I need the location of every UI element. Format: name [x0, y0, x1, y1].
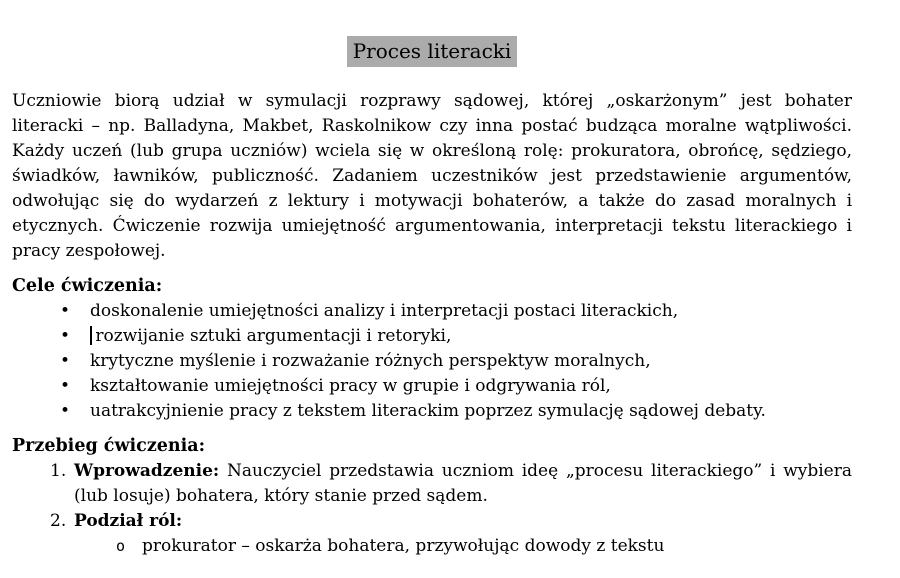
list-item: [12, 399, 852, 424]
list-item: [12, 299, 852, 324]
list-item: [12, 324, 852, 349]
bullet-icon: •: [60, 351, 71, 371]
bullet-icon: •: [60, 301, 71, 321]
sub-bullet-icon: o: [116, 537, 126, 555]
cele-list: [12, 299, 852, 424]
sub-list-item: [12, 534, 852, 559]
paragraph-line: etycznych. Ćwiczenie rozwija umiejętność argumentowania, interpretacji tekstu literackiego i: [12, 216, 852, 236]
numbered-item: [12, 459, 852, 484]
document-canvas[interactable]: [0, 37, 900, 559]
text-cursor: [90, 326, 92, 345]
numbered-item: [12, 509, 852, 534]
numbered-item-text: Nauczyciel przedstawia uczniom ideę „procesu literackiego” i wybiera: [219, 461, 852, 481]
paragraph-line: literacki – np. Balladyna, Makbet, Raskolnikow czy inna postać budząca moralne wątpliwości.: [12, 116, 852, 136]
intro-paragraph: [12, 89, 852, 264]
list-number: 2.: [50, 511, 67, 531]
list-item: [12, 374, 852, 399]
paragraph-line: Uczniowie biorą udział w symulacji rozprawy sądowej, której „oskarżonym” jest bohater: [12, 91, 852, 111]
list-item-text: kształtowanie umiejętności pracy w grupie i odgrywania ról,: [90, 376, 611, 396]
numbered-item-lead: Podział ról:: [74, 511, 183, 531]
title-row: [12, 37, 852, 65]
sub-list-item-text: prokurator – oskarża bohatera, przywołując dowody z tekstu: [142, 536, 665, 556]
list-item: [12, 349, 852, 374]
numbered-item-continuation: (lub losuje) bohatera, który stanie przed sądem.: [74, 486, 488, 506]
list-item-text: krytyczne myślenie i rozważanie różnych perspektyw moralnych,: [90, 351, 651, 371]
bullet-icon: •: [60, 401, 71, 421]
paragraph-line: pracy zespołowej.: [12, 241, 166, 261]
bullet-icon: •: [60, 376, 71, 396]
page-title: Proces literacki: [347, 36, 518, 67]
paragraph-line: odwołując się do wydarzeń z lektury i motywacji bohaterów, a także do zasad moralnych i: [12, 191, 852, 211]
bullet-icon: •: [60, 326, 71, 346]
numbered-item-lead: Wprowadzenie:: [74, 461, 220, 481]
list-item-text: rozwijanie sztuki argumentacji i retoryki,: [95, 326, 452, 346]
paragraph-line: świadków, ławników, publiczność. Zadaniem uczestników jest przedstawienie argumentów,: [12, 166, 852, 186]
paragraph-line: Każdy uczeń (lub grupa uczniów) wciela się w określoną rolę: prokuratora, obrońcę, sędziego,: [12, 141, 852, 161]
list-number: 1.: [50, 461, 67, 481]
list-item-text: doskonalenie umiejętności analizy i interpretacji postaci literackich,: [90, 301, 679, 321]
przebieg-list: [12, 459, 852, 559]
section-heading-cele: Cele ćwiczenia:: [12, 276, 163, 296]
section-heading-przebieg: Przebieg ćwiczenia:: [12, 436, 206, 456]
list-item-text: uatrakcyjnienie pracy z tekstem literackim poprzez symulację sądowej debaty.: [90, 401, 766, 421]
